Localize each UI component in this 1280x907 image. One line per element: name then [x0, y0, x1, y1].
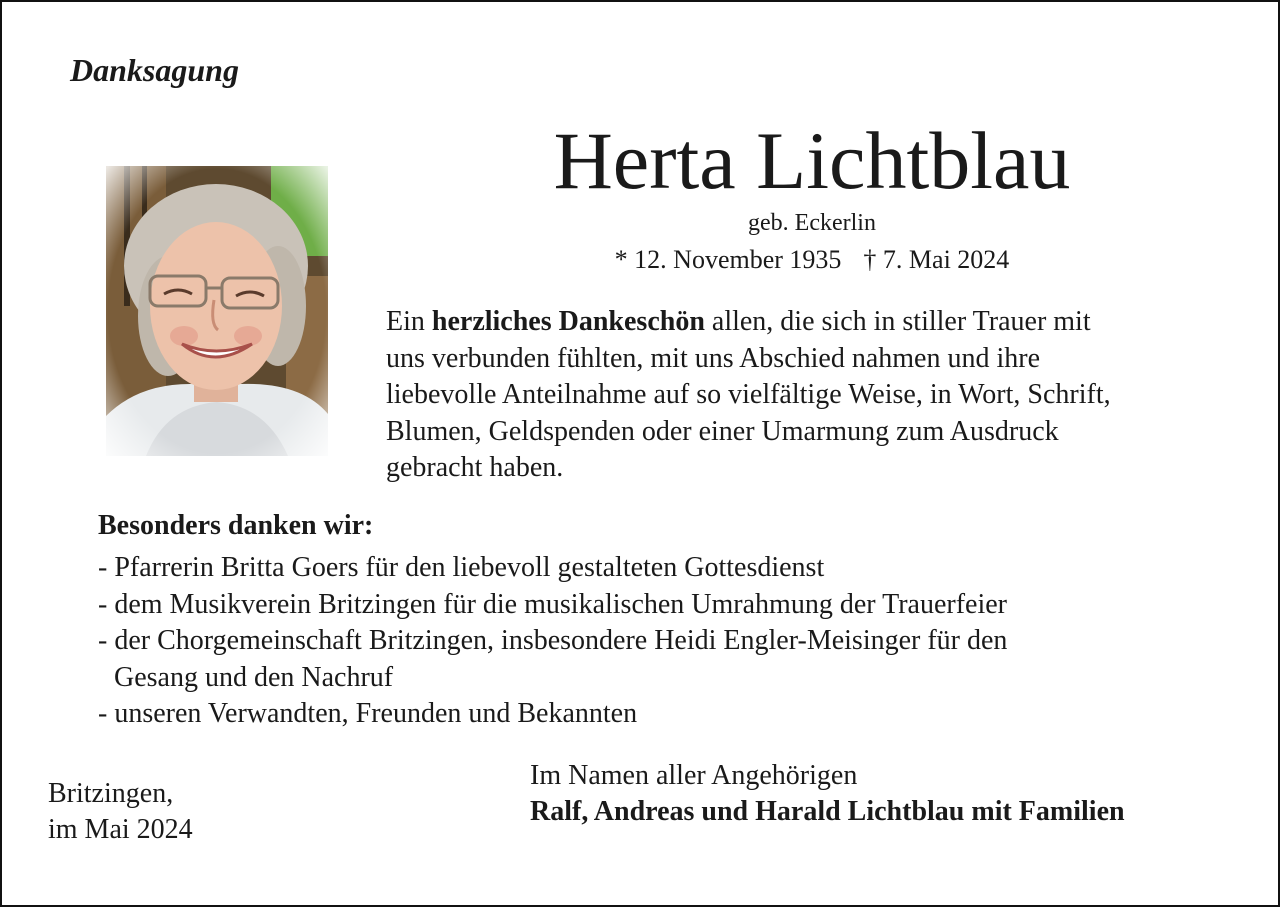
thank-you-line: Ein herzliches Dankeschön allen, die sich in stiller Trauer mit: [386, 306, 1091, 337]
maiden-name: geb. Eckerlin: [748, 210, 876, 236]
death-date: † 7. Mai 2024: [863, 245, 1010, 274]
deceased-name: Herta Lichtblau: [553, 115, 1071, 206]
life-dates: [402, 245, 1222, 275]
thank-you-text: [386, 304, 1236, 487]
list-item: - der Chorgemeinschaft Britzingen, insbesondere Heidi Engler-Meisinger für den: [98, 625, 1008, 656]
special-thanks-heading: Besonders danken wir:: [98, 510, 374, 541]
thank-you-line: gebracht haben.: [386, 452, 564, 483]
notice-heading: Danksagung: [70, 52, 239, 88]
family-names: Ralf, Andreas und Harald Lichtblau mit Familien: [530, 796, 1125, 827]
special-thanks-list: [98, 550, 1198, 733]
portrait-photo: [106, 166, 328, 456]
list-item-continuation: Gesang und den Nachruf: [114, 661, 394, 693]
thank-you-line: Blumen, Geldspenden oder einer Umarmung zum Ausdruck: [386, 415, 1059, 447]
signoff: [530, 758, 1125, 830]
month-year: im Mai 2024: [48, 814, 193, 845]
thank-you-line: uns verbunden fühlten, mit uns Abschied nahmen und ihre: [386, 342, 1040, 374]
signoff-line: Im Namen aller Angehörigen: [530, 760, 858, 791]
list-item: - dem Musikverein Britzingen für die musikalischen Umrahmung der Trauerfeier: [98, 588, 1007, 620]
list-item: - unseren Verwandten, Freunden und Bekannten: [98, 698, 638, 729]
place-date: [48, 776, 193, 848]
thank-you-emphasis: herzliches Dankeschön: [431, 306, 705, 337]
birth-date: * 12. November 1935: [614, 245, 842, 274]
list-item: - Pfarrerin Britta Goers für den liebevoll gestalteten Gottesdienst: [98, 552, 825, 583]
thank-you-line: liebevolle Anteilnahme auf so vielfältige Weise, in Wort, Schrift,: [386, 379, 1111, 410]
town: Britzingen,: [48, 778, 174, 809]
